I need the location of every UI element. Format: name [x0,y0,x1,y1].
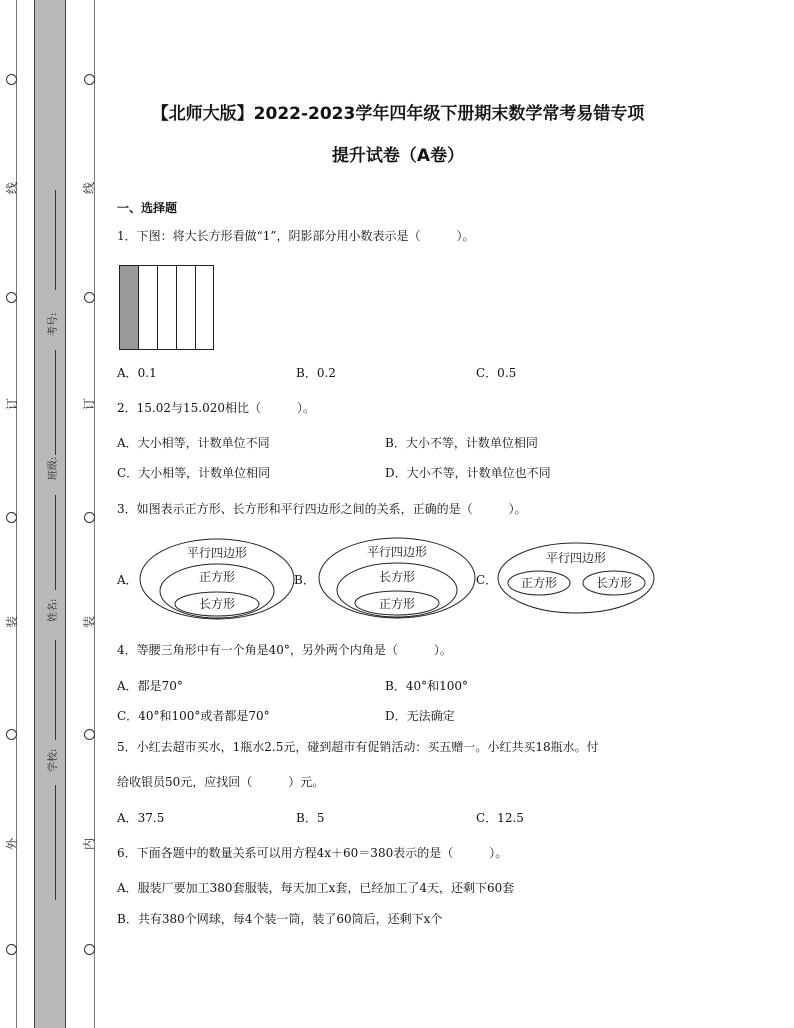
margin-char: 装 [82,615,97,629]
q4-option-d[interactable]: D．无法确定 [385,709,455,723]
q2-option-d[interactable]: D．大小不等，计数单位也不同 [385,466,551,480]
class-label: 班级: [48,456,59,480]
margin-char: 线 [5,181,20,195]
margin-char: 装 [5,615,20,629]
q1-option-b[interactable]: B．0.2 [296,366,336,380]
name-label: 姓名: [48,598,59,622]
q3-option-b[interactable]: B． [294,573,315,587]
q6-option-b[interactable]: B．共有380个网球，每4个装一筒，装了60筒后，还剩下x个 [117,912,443,926]
q5-option-c[interactable]: C．12.5 [476,811,524,825]
diagram-b [319,538,475,618]
diagram-c [498,543,654,613]
q2-option-b[interactable]: B．大小不等，计数单位相同 [385,436,538,450]
question-4-stem: 4．等腰三角形中有一个角是40°，另外两个内角是（ ）。 [117,643,452,657]
outer-label: 平行四边形 [186,546,248,560]
margin-char: 订 [82,397,97,411]
outer-label: 平行四边形 [366,545,428,559]
question-5-stem-line2: 给收银员50元，应找回（ ）元。 [117,775,325,789]
outer-label: 平行四边形 [545,551,607,565]
inner-label: 正方形 [378,597,416,611]
exam-number-label: 考号: [48,312,59,336]
q1-option-a[interactable]: A．0.1 [117,366,157,380]
page-subtitle: 提升试卷（A卷） [331,146,465,166]
q2-option-a[interactable]: A．大小相等，计数单位不同 [117,436,270,450]
diagram-a [140,539,294,619]
school-label: 学校: [48,748,59,772]
margin-char: 订 [5,397,20,411]
q4-option-c[interactable]: C．40°和100°或者都是70° [117,709,270,723]
question-3-stem: 3．如图表示正方形、长方形和平行四边形之间的关系，正确的是（ ）。 [117,502,527,516]
q4-option-b[interactable]: B．40°和100° [385,679,468,693]
section-heading: 一、选择题 [117,201,178,215]
q3-option-a[interactable]: A． [117,573,138,587]
right-label: 长方形 [595,576,633,590]
q4-option-a[interactable]: A．都是70° [117,679,183,693]
q3-option-c[interactable]: C． [476,573,498,587]
q6-option-a[interactable]: A．服装厂要加工380套服装，每天加工x套，已经加工了4天，还剩下60套 [117,881,515,895]
middle-label: 正方形 [198,570,236,584]
q2-option-c[interactable]: C．大小相等，计数单位相同 [117,466,271,480]
margin-char: 线 [82,181,97,195]
q5-option-b[interactable]: B．5 [296,811,325,825]
page-title: 【北师大版】2022-2023学年四年级下册期末数学常考易错专项 [151,104,645,124]
question-6-stem: 6．下面各题中的数量关系可以用方程4x＋60＝380表示的是（ ）。 [117,846,508,860]
q5-option-a[interactable]: A．37.5 [117,811,165,825]
inner-label: 长方形 [198,597,236,611]
margin-char: 外 [5,837,20,851]
margin-char: 内 [82,837,97,851]
question-2-stem: 2．15.02与15.020相比（ ）。 [117,401,315,415]
question-1-stem: 1．下图：将大长方形看做“1”，阴影部分用小数表示是（ ）。 [117,229,475,243]
middle-label: 长方形 [378,570,416,584]
question-5-stem-line1: 5．小红去超市买水，1瓶水2.5元，碰到超市有促销活动：买五赠一。小红共买18瓶水。付 [117,740,599,754]
q1-option-c[interactable]: C．0.5 [476,366,517,380]
left-label: 正方形 [520,576,558,590]
